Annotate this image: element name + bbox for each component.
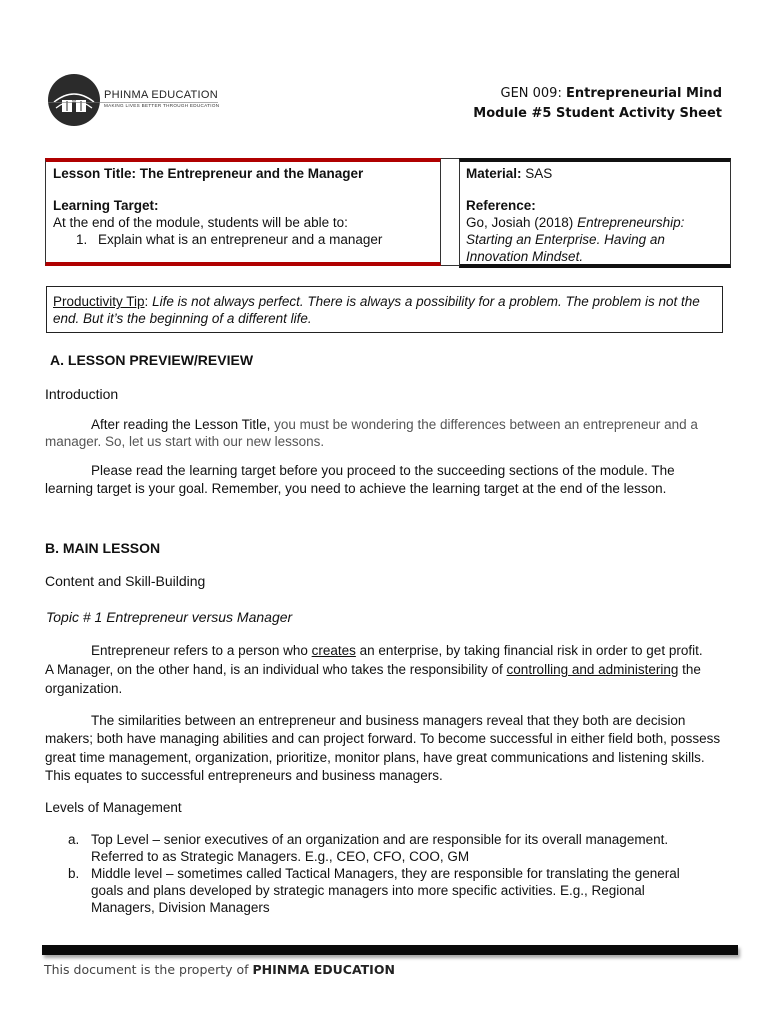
level-a-marker: a. (68, 832, 80, 847)
learning-target-intro: At the end of the module, students will be able to: (53, 215, 348, 230)
reference-title-3: Innovation Mindset. (466, 249, 584, 264)
sheet-title: Module #5 Student Activity Sheet (473, 106, 722, 121)
reference-author: Go, Josiah (2018) (466, 215, 578, 230)
tip-text-1: Life is not always perfect. There is always a possibility for a problem. The problem is not the (152, 294, 700, 309)
level-b-line3: Managers, Division Managers (91, 900, 270, 915)
intro-p1-rest: you must be wondering the differences between an entrepreneur and a (270, 417, 698, 432)
p1-underlined-creates: creates (311, 643, 356, 658)
lesson-p1-line3: organization. (45, 681, 123, 696)
section-a-subheading: Introduction (45, 386, 119, 402)
p1-l2-text-b: the (678, 662, 701, 677)
reference-title-2: Starting an Enterprise. Having an (466, 232, 665, 247)
tip-text-2: end. But it’s the beginning of a different life. (53, 311, 312, 326)
topic-heading: Topic # 1 Entrepreneur versus Manager (46, 609, 293, 625)
material-line (466, 165, 552, 182)
learning-target-number: 1. (76, 232, 88, 247)
p1-text-b: an enterprise, by taking financial risk in order to get profit. (355, 643, 703, 658)
level-a-line2: Referred to as Strategic Managers. E.g., CEO, CFO, COO, GM (91, 849, 470, 864)
reference-title-1: Entrepreneurship: (577, 215, 685, 230)
intro-p2-line1: Please read the learning target before you proceed to the succeeding sections of the module. The (91, 463, 675, 478)
lesson-p2-line3: great time management, organization, prioritize, monitor plans, have great communications and listening skills. (45, 750, 705, 765)
intro-p1-line1 (91, 416, 698, 435)
productivity-tip-box (46, 286, 723, 333)
p1-l2-text-a: A Manager, on the other hand, is an individual who takes the responsibility of (45, 662, 507, 677)
tip-label: Productivity Tip (53, 294, 145, 309)
learning-target-label: Learning Target: (53, 198, 159, 213)
reference-line-1 (466, 214, 684, 231)
brand-name: PHINMA EDUCATION (104, 89, 218, 101)
section-b-subheading: Content and Skill-Building (45, 573, 206, 589)
footer-ownership (44, 962, 395, 977)
material-label: Material: (466, 166, 522, 181)
tip-colon: : (144, 294, 153, 309)
lesson-p1-line2 (45, 661, 701, 680)
lesson-box-divider (441, 158, 459, 266)
reference-label: Reference: (466, 198, 536, 213)
footer-owner: PHINMA EDUCATION (252, 962, 395, 977)
levels-heading: Levels of Management (45, 800, 182, 815)
intro-p1-start: After reading the Lesson Title, (91, 417, 271, 432)
course-header (501, 86, 723, 101)
lesson-p2-line4: This equates to successful entrepreneurs and business managers. (45, 768, 443, 783)
level-b-line1: Middle level – sometimes called Tactical Managers, they are responsible for translating the general (91, 866, 680, 881)
footer-bar (42, 945, 738, 955)
brand-tagline: MAKING LIVES BETTER THROUGH EDUCATION (104, 103, 220, 108)
section-b-heading: B. MAIN LESSON (45, 540, 161, 556)
level-b-marker: b. (68, 866, 80, 881)
level-b-line2: goals and plans developed by strategic managers into more specific activities. E.g., Regional (91, 883, 645, 898)
course-code: GEN 009: (500, 86, 566, 101)
lesson-p2-line2: makers; both have managing abilities and can project forward. To become successful in either field both, possess (45, 731, 721, 746)
p1-text-a: Entrepreneur refers to a person who (91, 643, 312, 658)
material-value: SAS (521, 166, 553, 181)
lesson-title: Lesson Title: The Entrepreneur and the Manager (53, 166, 364, 181)
intro-p2-line2: learning target is your goal. Remember, you need to achieve the learning target at the end of the lesson. (45, 481, 667, 496)
lesson-p1-line1 (91, 642, 703, 661)
intro-p1-line2: manager. So, let us start with our new lessons. (45, 434, 325, 449)
level-a-line1: Top Level – senior executives of an organization and are responsible for its overall management. (91, 832, 669, 847)
section-a-heading: A. LESSON PREVIEW/REVIEW (50, 352, 254, 368)
footer-text: This document is the property of (44, 962, 253, 977)
lesson-p2-line1: The similarities between an entrepreneur and business managers reveal that they both are decision (91, 713, 686, 728)
course-title: Entrepreneurial Mind (565, 86, 722, 101)
learning-target-item: Explain what is an entrepreneur and a manager (98, 232, 383, 247)
p1-underlined-controlling: controlling and administering (506, 662, 679, 677)
tip-line-1 (53, 293, 716, 310)
